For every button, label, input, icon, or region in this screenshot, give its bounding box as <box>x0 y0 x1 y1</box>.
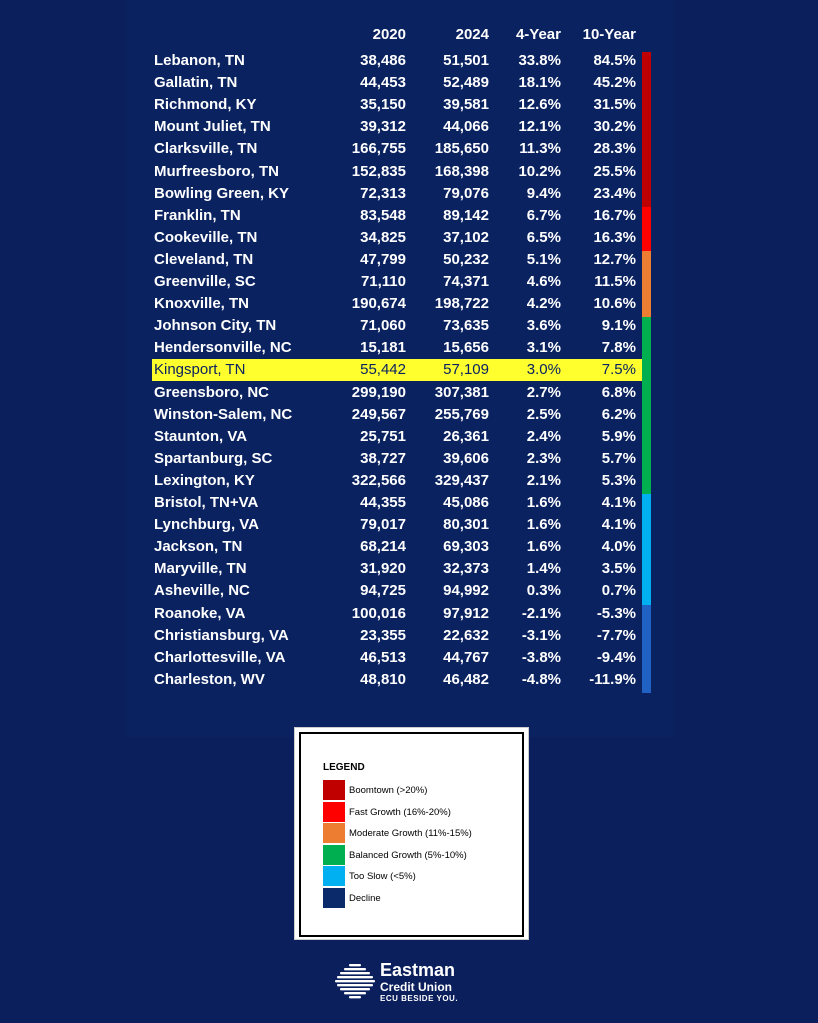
eastman-logo <box>334 958 484 1008</box>
four-year-cell: -3.8% <box>521 648 561 666</box>
table-row <box>126 536 646 558</box>
ten-year-cell: 16.7% <box>593 206 636 224</box>
table-row <box>126 183 646 205</box>
value-2024-cell: 39,606 <box>443 449 489 467</box>
table-row <box>126 116 646 138</box>
ten-year-cell: 30.2% <box>593 118 636 136</box>
four-year-cell: 2.1% <box>526 471 561 489</box>
ten-year-cell: 7.8% <box>601 339 636 357</box>
four-year-cell: -4.8% <box>521 670 561 688</box>
ten-year-cell: 3.5% <box>601 560 636 578</box>
table-row <box>126 138 646 160</box>
value-2020-cell: 35,150 <box>360 96 406 114</box>
table-row <box>126 404 646 426</box>
legend-swatch <box>323 802 345 822</box>
value-2024-cell: 45,086 <box>443 494 489 511</box>
ten-year-cell: -9.4% <box>596 648 636 666</box>
city-cell: Jackson, TN <box>154 538 243 556</box>
table-row <box>126 249 646 271</box>
value-2024-cell: 69,303 <box>443 538 489 556</box>
value-2020-cell: 166,755 <box>351 140 406 158</box>
table-row <box>126 161 646 183</box>
table-header <box>126 24 646 46</box>
table-row <box>126 492 646 514</box>
four-year-cell: 4.6% <box>526 273 561 290</box>
table-row <box>126 337 646 359</box>
value-2024-cell: 32,373 <box>443 560 489 578</box>
city-cell: Bristol, TN+VA <box>154 494 259 511</box>
value-2020-cell: 25,751 <box>360 427 406 445</box>
color-bar-segment <box>642 605 651 693</box>
city-cell: Franklin, TN <box>154 206 241 224</box>
value-2024-cell: 307,381 <box>434 383 489 401</box>
table-row <box>126 647 646 669</box>
header-10-year: 10-Year <box>582 26 636 43</box>
four-year-cell: 5.1% <box>526 250 561 268</box>
four-year-cell: 6.5% <box>526 228 561 246</box>
ten-year-cell: -5.3% <box>596 604 636 622</box>
table-row <box>152 359 643 381</box>
four-year-cell: 12.6% <box>518 96 561 114</box>
value-2020-cell: 152,835 <box>351 162 406 180</box>
color-bar-segment <box>642 494 651 605</box>
four-year-cell: 1.4% <box>526 560 561 578</box>
table-row <box>126 426 646 448</box>
table-row <box>126 514 646 536</box>
value-2020-cell: 72,313 <box>360 184 406 202</box>
value-2020-cell: 68,214 <box>360 538 406 556</box>
legend-item <box>323 888 513 908</box>
city-cell: Bowling Green, KY <box>154 184 290 202</box>
value-2024-cell: 74,371 <box>443 273 489 290</box>
value-2024-cell: 168,398 <box>434 162 489 180</box>
city-cell: Staunton, VA <box>154 427 248 445</box>
legend-item <box>323 780 513 800</box>
value-2024-cell: 73,635 <box>443 317 489 335</box>
four-year-cell: 3.0% <box>526 361 561 379</box>
city-cell: Clarksville, TN <box>154 140 258 158</box>
ten-year-cell: 16.3% <box>593 228 636 246</box>
legend-swatch <box>323 888 345 908</box>
table-row <box>126 72 646 94</box>
table-row <box>126 205 646 227</box>
logo-name: Eastman <box>380 960 456 980</box>
legend-swatch <box>323 780 345 800</box>
legend-label: Too Slow (<5%) <box>349 871 416 882</box>
color-bar-segment <box>642 207 651 251</box>
four-year-cell: 1.6% <box>526 538 561 556</box>
city-cell: Winston-Salem, NC <box>154 405 293 423</box>
city-cell: Lebanon, TN <box>154 52 245 69</box>
value-2020-cell: 322,566 <box>351 471 406 489</box>
table-row <box>126 271 646 293</box>
legend-label: Moderate Growth (11%-15%) <box>349 828 472 839</box>
value-2024-cell: 89,142 <box>443 206 489 224</box>
four-year-cell: 18.1% <box>518 74 561 92</box>
four-year-cell: 10.2% <box>518 162 561 180</box>
ten-year-cell: 23.4% <box>593 184 636 202</box>
ten-year-cell: 10.6% <box>593 295 636 313</box>
four-year-cell: 6.7% <box>526 206 561 224</box>
value-2020-cell: 71,060 <box>360 317 406 335</box>
value-2024-cell: 57,109 <box>443 361 489 379</box>
legend-label: Boomtown (>20%) <box>349 785 428 796</box>
ten-year-cell: -11.9% <box>589 670 636 688</box>
table-row <box>126 603 646 625</box>
value-2020-cell: 31,920 <box>360 560 406 578</box>
four-year-cell: 1.6% <box>526 516 561 534</box>
header-2024: 2024 <box>455 26 489 43</box>
value-2020-cell: 34,825 <box>360 228 406 246</box>
table-row <box>126 558 646 580</box>
value-2020-cell: 44,453 <box>360 74 406 92</box>
value-2024-cell: 26,361 <box>443 427 489 445</box>
legend-label: Decline <box>349 892 381 904</box>
four-year-cell: -2.1% <box>521 604 561 622</box>
table-row <box>126 382 646 404</box>
city-cell: Cookeville, TN <box>154 228 258 246</box>
ten-year-cell: 45.2% <box>593 74 636 92</box>
legend-item <box>323 845 513 865</box>
city-cell: Hendersonville, NC <box>154 339 292 357</box>
value-2024-cell: 255,769 <box>434 405 489 423</box>
logo-tagline: ECU BESIDE YOU. <box>380 994 459 1003</box>
city-cell: Murfreesboro, TN <box>154 162 280 180</box>
value-2024-cell: 37,102 <box>443 228 489 246</box>
value-2024-cell: 15,656 <box>443 339 489 357</box>
value-2024-cell: 80,301 <box>443 516 489 534</box>
value-2020-cell: 15,181 <box>360 339 406 357</box>
ten-year-cell: 0.7% <box>601 582 636 600</box>
ten-year-cell: 6.2% <box>601 405 636 423</box>
city-cell: Johnson City, TN <box>154 317 277 335</box>
legend-item <box>323 866 513 886</box>
table-row <box>126 669 646 691</box>
city-cell: Gallatin, TN <box>154 74 238 92</box>
value-2020-cell: 44,355 <box>360 494 406 511</box>
city-cell: Cleveland, TN <box>154 250 254 268</box>
four-year-cell: 2.7% <box>526 383 561 401</box>
ten-year-cell: 11.5% <box>594 273 636 290</box>
color-bar-segment <box>642 52 651 207</box>
value-2020-cell: 71,110 <box>360 273 406 290</box>
city-cell: Spartanburg, SC <box>154 449 273 467</box>
four-year-cell: 12.1% <box>518 118 561 136</box>
table-row <box>126 470 646 492</box>
value-2024-cell: 50,232 <box>443 250 489 268</box>
table-row <box>126 94 646 116</box>
table-row <box>126 580 646 602</box>
value-2020-cell: 47,799 <box>360 250 406 268</box>
ten-year-cell: -7.7% <box>596 626 636 644</box>
legend-item <box>323 802 513 822</box>
city-cell: Mount Juliet, TN <box>154 118 271 136</box>
value-2024-cell: 94,992 <box>443 582 489 600</box>
ten-year-cell: 84.5% <box>593 52 636 69</box>
four-year-cell: 3.6% <box>526 317 561 335</box>
four-year-cell: 11.3% <box>519 140 561 158</box>
legend-title: LEGEND <box>323 762 365 773</box>
ten-year-cell: 6.8% <box>601 383 636 401</box>
value-2024-cell: 51,501 <box>443 52 489 69</box>
value-2020-cell: 38,486 <box>360 52 406 69</box>
eastman-logo-icon <box>334 962 376 1004</box>
value-2020-cell: 79,017 <box>360 516 406 534</box>
header-2020: 2020 <box>372 26 406 43</box>
legend-swatch <box>323 866 345 886</box>
table-row <box>126 448 646 470</box>
value-2020-cell: 100,016 <box>351 604 406 622</box>
value-2024-cell: 329,437 <box>434 471 489 489</box>
value-2024-cell: 97,912 <box>443 604 489 622</box>
ten-year-cell: 4.1% <box>601 494 636 511</box>
value-2024-cell: 22,632 <box>443 626 489 644</box>
city-cell: Charlottesville, VA <box>154 648 286 666</box>
four-year-cell: 1.6% <box>526 494 561 511</box>
value-2020-cell: 299,190 <box>351 383 406 401</box>
value-2024-cell: 44,767 <box>443 648 489 666</box>
legend-label: Fast Growth (16%-20%) <box>349 806 451 818</box>
ten-year-cell: 9.1% <box>601 317 636 335</box>
color-bar-segment <box>642 317 651 494</box>
ten-year-cell: 5.9% <box>601 427 636 445</box>
value-2020-cell: 23,355 <box>360 626 406 644</box>
city-cell: Charleston, WV <box>154 670 265 688</box>
ten-year-cell: 5.3% <box>601 471 636 489</box>
city-cell: Lexington, KY <box>154 471 255 489</box>
value-2024-cell: 185,650 <box>434 140 489 158</box>
city-cell: Richmond, KY <box>154 96 257 114</box>
legend-swatch <box>323 845 345 865</box>
header-4-year: 4-Year <box>515 26 561 43</box>
table-row <box>126 50 646 72</box>
ten-year-cell: 28.3% <box>593 140 636 158</box>
value-2020-cell: 83,548 <box>360 206 406 224</box>
city-cell: Roanoke, VA <box>154 604 246 622</box>
table-row <box>126 625 646 647</box>
four-year-cell: 9.4% <box>526 184 561 202</box>
legend-label: Balanced Growth (5%-10%) <box>349 849 467 861</box>
four-year-cell: -3.1% <box>521 626 561 644</box>
ten-year-cell: 4.0% <box>601 538 636 556</box>
ten-year-cell: 4.1% <box>601 516 636 534</box>
table-row <box>126 293 646 315</box>
four-year-cell: 2.5% <box>526 405 561 423</box>
value-2024-cell: 52,489 <box>443 74 489 92</box>
value-2020-cell: 55,442 <box>360 361 406 379</box>
value-2020-cell: 39,312 <box>360 118 406 136</box>
value-2024-cell: 46,482 <box>443 670 489 688</box>
value-2024-cell: 39,581 <box>443 96 489 114</box>
four-year-cell: 3.1% <box>526 339 561 357</box>
ten-year-cell: 31.5% <box>593 96 636 114</box>
value-2020-cell: 94,725 <box>360 582 406 600</box>
ten-year-cell: 7.5% <box>601 361 636 379</box>
value-2020-cell: 46,513 <box>360 648 406 666</box>
city-cell: Greenville, SC <box>154 273 256 290</box>
city-cell: Lynchburg, VA <box>154 516 259 534</box>
legend-item <box>323 823 513 843</box>
ten-year-cell: 5.7% <box>601 449 636 467</box>
four-year-cell: 2.3% <box>526 449 561 467</box>
four-year-cell: 33.8% <box>518 52 561 69</box>
four-year-cell: 0.3% <box>526 582 561 600</box>
ten-year-cell: 25.5% <box>593 162 636 180</box>
value-2020-cell: 249,567 <box>351 405 406 423</box>
value-2020-cell: 38,727 <box>360 449 406 467</box>
city-cell: Asheville, NC <box>154 582 250 600</box>
four-year-cell: 2.4% <box>526 427 561 445</box>
table-row <box>126 227 646 249</box>
city-cell: Kingsport, TN <box>154 361 246 379</box>
city-cell: Knoxville, TN <box>154 295 250 313</box>
legend-box <box>294 727 529 940</box>
city-cell: Greensboro, NC <box>154 383 270 401</box>
legend-swatch <box>323 823 345 843</box>
value-2024-cell: 79,076 <box>443 184 489 202</box>
city-cell: Maryville, TN <box>154 560 247 578</box>
value-2020-cell: 48,810 <box>360 670 406 688</box>
city-cell: Christiansburg, VA <box>154 626 289 644</box>
value-2024-cell: 44,066 <box>443 118 489 136</box>
color-bar-segment <box>642 251 651 317</box>
value-2020-cell: 190,674 <box>351 295 406 313</box>
ten-year-cell: 12.7% <box>593 250 636 268</box>
logo-sub: Credit Union <box>380 980 452 994</box>
four-year-cell: 4.2% <box>526 295 561 313</box>
table-row <box>126 315 646 337</box>
value-2024-cell: 198,722 <box>434 295 489 313</box>
